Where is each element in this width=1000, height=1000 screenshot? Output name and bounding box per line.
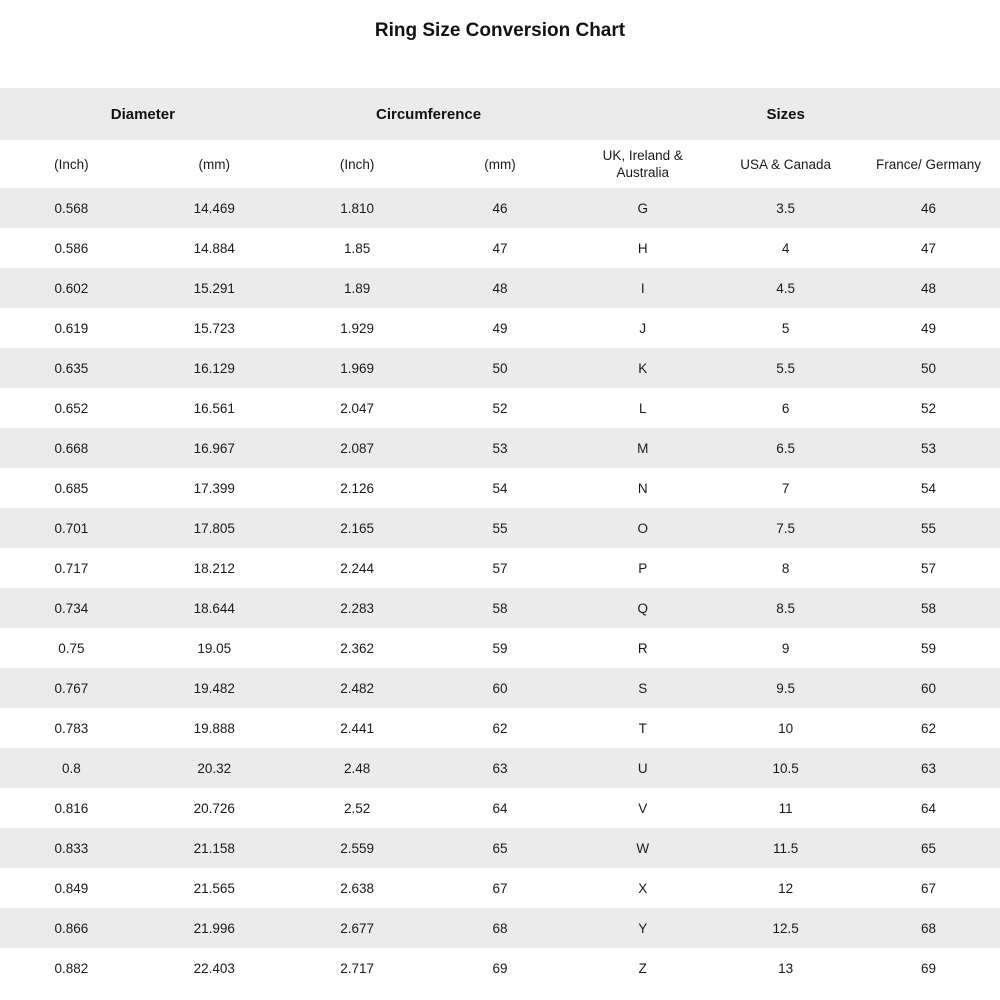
- group-header-diameter: Diameter: [0, 88, 286, 140]
- table-cell: 21.565: [143, 868, 286, 908]
- table-cell: 2.559: [286, 828, 429, 868]
- table-cell: 21.158: [143, 828, 286, 868]
- table-cell: 52: [429, 388, 572, 428]
- table-row: [0, 468, 1000, 508]
- table-cell: 21.996: [143, 908, 286, 948]
- table-cell: 50: [429, 348, 572, 388]
- table-cell: Q: [571, 588, 714, 628]
- table-row: [0, 948, 1000, 988]
- table-cell: M: [571, 428, 714, 468]
- table-cell: 5: [714, 308, 857, 348]
- table-cell: 69: [429, 948, 572, 988]
- table-cell: 18.212: [143, 548, 286, 588]
- table-cell: 0.668: [0, 428, 143, 468]
- column-header-usa-canada: USA & Canada: [714, 140, 857, 188]
- table-cell: 0.635: [0, 348, 143, 388]
- table-cell: 59: [857, 628, 1000, 668]
- table-cell: L: [571, 388, 714, 428]
- table-cell: 11: [714, 788, 857, 828]
- table-cell: K: [571, 348, 714, 388]
- table-row: [0, 868, 1000, 908]
- table-cell: 60: [857, 668, 1000, 708]
- table-cell: 0.685: [0, 468, 143, 508]
- table-cell: V: [571, 788, 714, 828]
- table-cell: 0.816: [0, 788, 143, 828]
- table-row: [0, 828, 1000, 868]
- table-cell: I: [571, 268, 714, 308]
- table-cell: R: [571, 628, 714, 668]
- table-row: [0, 788, 1000, 828]
- table-header: [0, 88, 1000, 188]
- table-cell: 0.882: [0, 948, 143, 988]
- table-cell: 2.047: [286, 388, 429, 428]
- table-cell: 2.244: [286, 548, 429, 588]
- table-cell: 3.5: [714, 188, 857, 228]
- column-header-uk-ireland-australia: UK, Ireland & Australia: [571, 140, 714, 188]
- column-header-circumference-mm: (mm): [429, 140, 572, 188]
- table-cell: 10: [714, 708, 857, 748]
- table-cell: 13: [714, 948, 857, 988]
- group-header-row: [0, 88, 1000, 140]
- table-cell: N: [571, 468, 714, 508]
- table-cell: 8: [714, 548, 857, 588]
- table-cell: S: [571, 668, 714, 708]
- table-cell: 49: [429, 308, 572, 348]
- table-cell: 0.849: [0, 868, 143, 908]
- table-cell: 63: [857, 748, 1000, 788]
- table-cell: U: [571, 748, 714, 788]
- table-cell: 62: [429, 708, 572, 748]
- table-row: [0, 748, 1000, 788]
- table-cell: X: [571, 868, 714, 908]
- table-row: [0, 388, 1000, 428]
- table-cell: 1.810: [286, 188, 429, 228]
- table-cell: 57: [857, 548, 1000, 588]
- table-cell: 48: [429, 268, 572, 308]
- table-cell: Y: [571, 908, 714, 948]
- table-cell: 1.929: [286, 308, 429, 348]
- table-cell: 15.291: [143, 268, 286, 308]
- table-cell: 65: [857, 828, 1000, 868]
- table-cell: 67: [857, 868, 1000, 908]
- table-row: [0, 668, 1000, 708]
- table-row: [0, 708, 1000, 748]
- table-cell: 22.403: [143, 948, 286, 988]
- column-header-diameter-inch: (Inch): [0, 140, 143, 188]
- table-cell: 63: [429, 748, 572, 788]
- table-cell: 62: [857, 708, 1000, 748]
- table-cell: 17.805: [143, 508, 286, 548]
- column-header-france-germany: France/ Germany: [857, 140, 1000, 188]
- ring-size-table: [0, 88, 1000, 988]
- table-cell: 0.602: [0, 268, 143, 308]
- table-cell: 20.32: [143, 748, 286, 788]
- table-cell: 4: [714, 228, 857, 268]
- table-cell: 1.85: [286, 228, 429, 268]
- table-cell: 10.5: [714, 748, 857, 788]
- table-cell: 54: [857, 468, 1000, 508]
- table-cell: 16.129: [143, 348, 286, 388]
- table-cell: 6.5: [714, 428, 857, 468]
- table-row: [0, 508, 1000, 548]
- table-cell: 2.126: [286, 468, 429, 508]
- table-cell: 20.726: [143, 788, 286, 828]
- table-cell: 14.469: [143, 188, 286, 228]
- table-row: [0, 588, 1000, 628]
- table-cell: 19.05: [143, 628, 286, 668]
- table-cell: 12: [714, 868, 857, 908]
- table-cell: 50: [857, 348, 1000, 388]
- table-body: [0, 188, 1000, 988]
- table-cell: 2.362: [286, 628, 429, 668]
- table-cell: 7.5: [714, 508, 857, 548]
- table-cell: 69: [857, 948, 1000, 988]
- table-cell: 64: [857, 788, 1000, 828]
- table-cell: 0.75: [0, 628, 143, 668]
- table-cell: 0.568: [0, 188, 143, 228]
- table-cell: 15.723: [143, 308, 286, 348]
- table-cell: 55: [429, 508, 572, 548]
- table-cell: 6: [714, 388, 857, 428]
- table-cell: 19.482: [143, 668, 286, 708]
- table-cell: 59: [429, 628, 572, 668]
- table-cell: 19.888: [143, 708, 286, 748]
- table-cell: 49: [857, 308, 1000, 348]
- page-title: Ring Size Conversion Chart: [374, 20, 626, 41]
- group-header-sizes: Sizes: [571, 88, 1000, 140]
- table-cell: 68: [429, 908, 572, 948]
- table-cell: 0.783: [0, 708, 143, 748]
- table-cell: T: [571, 708, 714, 748]
- group-header-circumference: Circumference: [286, 88, 572, 140]
- column-header-circumference-inch: (Inch): [286, 140, 429, 188]
- table-cell: P: [571, 548, 714, 588]
- table-cell: Z: [571, 948, 714, 988]
- table-cell: 47: [857, 228, 1000, 268]
- table-cell: 8.5: [714, 588, 857, 628]
- table-cell: 2.087: [286, 428, 429, 468]
- table-cell: 54: [429, 468, 572, 508]
- table-cell: 58: [429, 588, 572, 628]
- table-cell: 11.5: [714, 828, 857, 868]
- table-cell: 55: [857, 508, 1000, 548]
- table-cell: 2.48: [286, 748, 429, 788]
- table-cell: 1.969: [286, 348, 429, 388]
- table-cell: 9: [714, 628, 857, 668]
- table-cell: 68: [857, 908, 1000, 948]
- table-cell: 2.165: [286, 508, 429, 548]
- table-cell: 0.701: [0, 508, 143, 548]
- table-cell: 65: [429, 828, 572, 868]
- column-header-row: [0, 140, 1000, 188]
- table-cell: 0.652: [0, 388, 143, 428]
- table-cell: 16.561: [143, 388, 286, 428]
- table-cell: 0.866: [0, 908, 143, 948]
- table-cell: J: [571, 308, 714, 348]
- table-cell: 2.482: [286, 668, 429, 708]
- table-cell: 46: [429, 188, 572, 228]
- table-cell: 48: [857, 268, 1000, 308]
- table-cell: 2.677: [286, 908, 429, 948]
- table-cell: 53: [429, 428, 572, 468]
- table-cell: 14.884: [143, 228, 286, 268]
- table-cell: W: [571, 828, 714, 868]
- table-cell: G: [571, 188, 714, 228]
- table-row: [0, 228, 1000, 268]
- table-cell: 53: [857, 428, 1000, 468]
- table-cell: 5.5: [714, 348, 857, 388]
- table-cell: 2.717: [286, 948, 429, 988]
- table-cell: 64: [429, 788, 572, 828]
- table-cell: H: [571, 228, 714, 268]
- table-cell: 2.52: [286, 788, 429, 828]
- table-cell: 9.5: [714, 668, 857, 708]
- table-row: [0, 428, 1000, 468]
- table-cell: 46: [857, 188, 1000, 228]
- table-row: [0, 628, 1000, 668]
- table-cell: O: [571, 508, 714, 548]
- table-cell: 47: [429, 228, 572, 268]
- table-cell: 16.967: [143, 428, 286, 468]
- table-row: [0, 188, 1000, 228]
- table-cell: 58: [857, 588, 1000, 628]
- table-cell: 4.5: [714, 268, 857, 308]
- table-cell: 60: [429, 668, 572, 708]
- table-row: [0, 908, 1000, 948]
- table-cell: 18.644: [143, 588, 286, 628]
- table-cell: 57: [429, 548, 572, 588]
- table-row: [0, 308, 1000, 348]
- table-cell: 0.717: [0, 548, 143, 588]
- table-cell: 12.5: [714, 908, 857, 948]
- table-cell: 2.283: [286, 588, 429, 628]
- table-row: [0, 268, 1000, 308]
- table-cell: 1.89: [286, 268, 429, 308]
- table-row: [0, 348, 1000, 388]
- table-cell: 0.619: [0, 308, 143, 348]
- table-cell: 0.734: [0, 588, 143, 628]
- table-cell: 0.586: [0, 228, 143, 268]
- table-cell: 0.8: [0, 748, 143, 788]
- table-cell: 2.441: [286, 708, 429, 748]
- table-cell: 0.833: [0, 828, 143, 868]
- table-row: [0, 548, 1000, 588]
- table-cell: 67: [429, 868, 572, 908]
- table-cell: 2.638: [286, 868, 429, 908]
- table-cell: 17.399: [143, 468, 286, 508]
- column-header-diameter-mm: (mm): [143, 140, 286, 188]
- table-cell: 7: [714, 468, 857, 508]
- table-cell: 0.767: [0, 668, 143, 708]
- table-cell: 52: [857, 388, 1000, 428]
